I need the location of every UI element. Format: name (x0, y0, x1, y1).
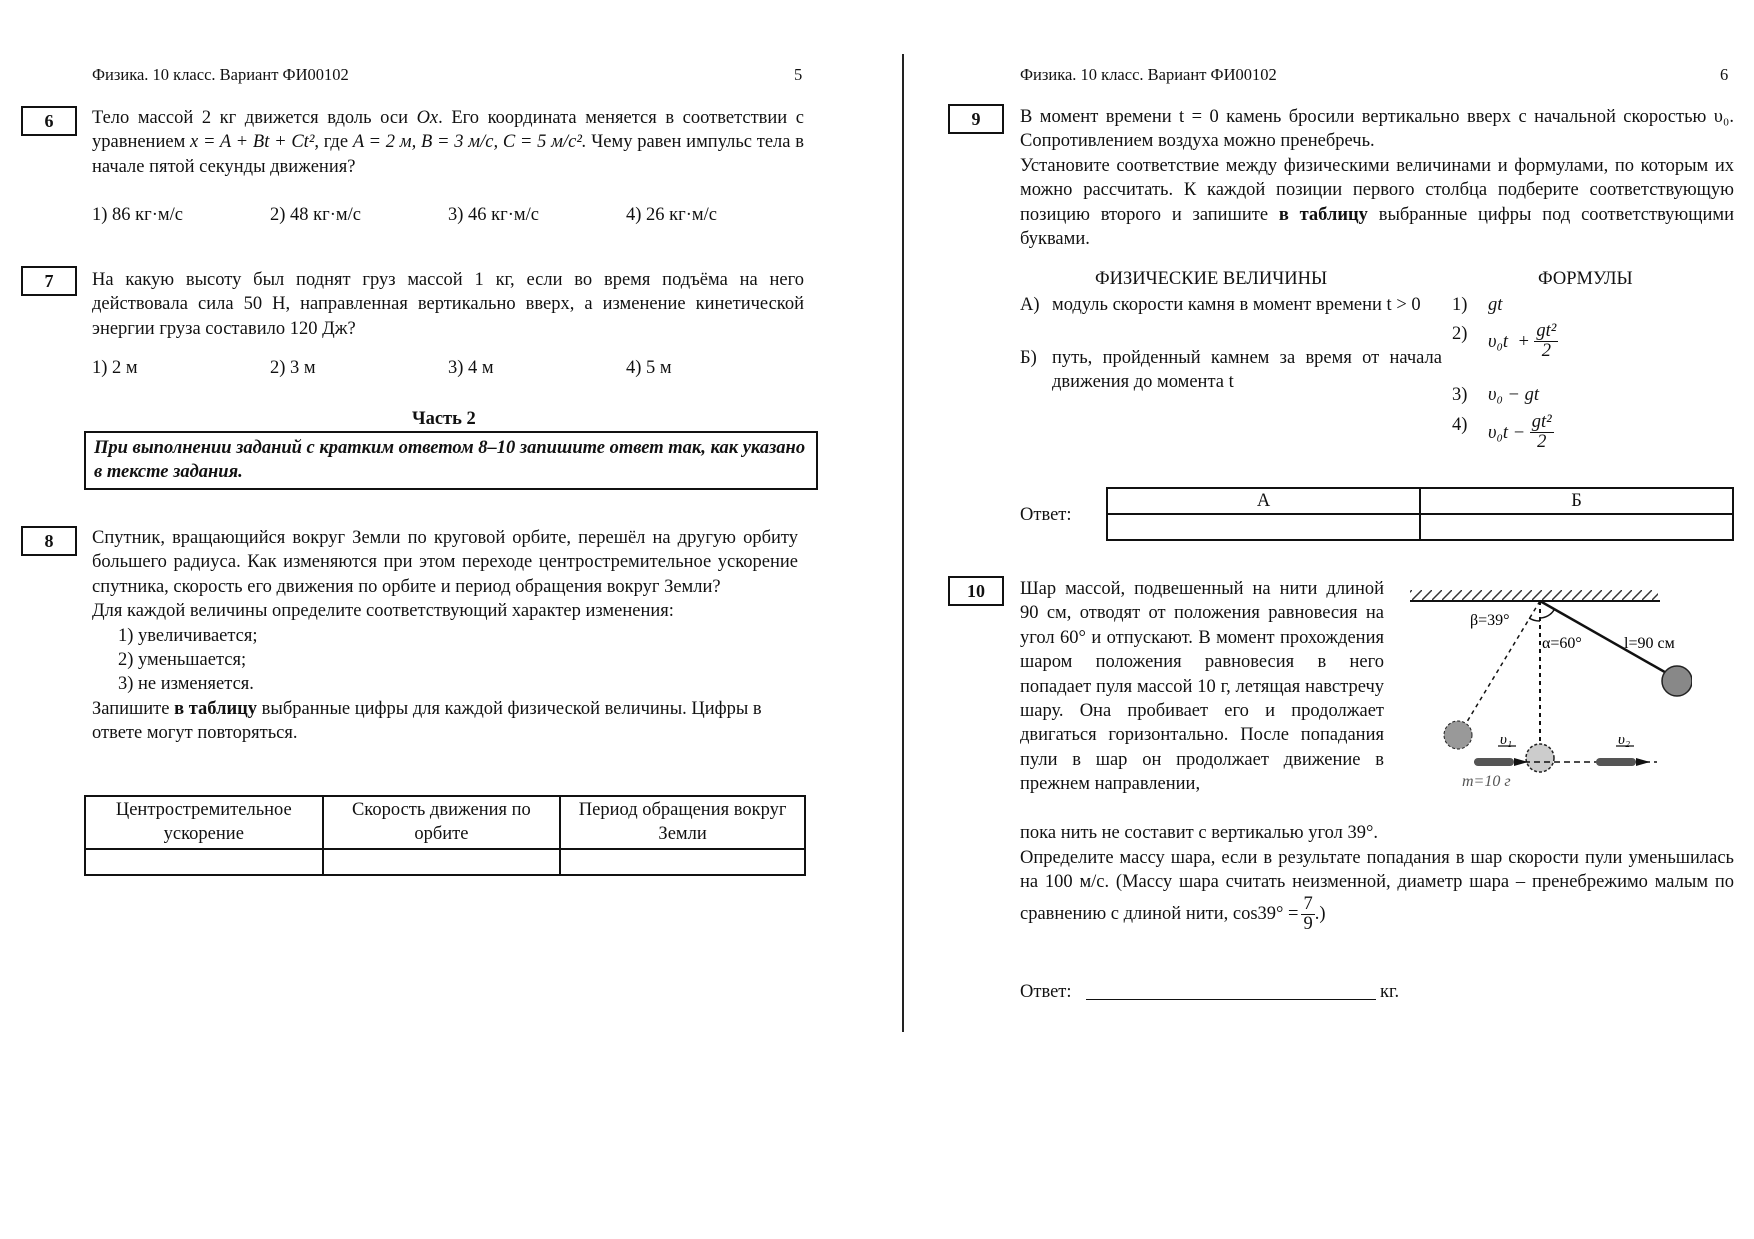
left-page-header: Физика. 10 класс. Вариант ФИ00102 (92, 65, 349, 84)
option: 1) 86 кг·м/с (92, 205, 183, 225)
option: 3) 46 кг·м/с (448, 205, 539, 225)
table-header: Период обращения вокруг Земли (560, 796, 805, 849)
part-2-title: Часть 2 (412, 409, 476, 429)
option: 4) 26 кг·м/с (626, 205, 717, 225)
table-header: Центростремительное ускорение (85, 796, 323, 849)
angle-arc-beta (1529, 618, 1540, 621)
question-10-answer-unit: кг. (1380, 982, 1400, 1002)
axis-label: Ox (416, 108, 439, 128)
choice: 3) не изменяется. (118, 674, 254, 695)
option: 2) 3 м (270, 358, 316, 378)
question-9-number: 9 (948, 104, 1004, 134)
right-page-header: Физика. 10 класс. Вариант ФИ00102 (1020, 65, 1277, 84)
equation: x = A + Bt + Ct² (190, 132, 315, 153)
length-label: l=90 см (1624, 635, 1675, 652)
question-7-options (92, 356, 804, 380)
bullet-after (1596, 758, 1636, 766)
question-6-text: Тело массой 2 кг движется вдоль оси Ox. Его координата меняется в соответствии с уравнением x = A + Bt + Ct², где A = 2 м, B = 3 м/с, C = 5 м/с². Чему равен импульс тела в начале пятой секунды движения? (92, 108, 804, 177)
question-10-answer-line[interactable] (1086, 999, 1376, 1000)
ball-start (1662, 666, 1692, 696)
question-9-answer-label: Ответ: (1020, 505, 1072, 525)
bullet-mass-label: m=10 г (1462, 773, 1511, 790)
question-6-options (92, 203, 804, 227)
choice: 2) уменьшается; (118, 650, 247, 671)
bullet-before (1474, 758, 1514, 766)
answer-cell[interactable] (1420, 514, 1733, 540)
angle-arc-alpha (1540, 610, 1554, 618)
option: 2) 48 кг·м/с (270, 205, 361, 225)
table-header: Б (1420, 488, 1733, 514)
option: 4) 5 м (626, 358, 672, 378)
ceiling-hatch (1410, 590, 1658, 600)
page-divider (902, 54, 904, 1032)
bullet-after-arrow (1636, 758, 1650, 766)
physical-quantities-title: ФИЗИЧЕСКИЕ ВЕЛИЧИНЫ (1095, 269, 1328, 289)
right-page-number: 6 (1720, 65, 1729, 84)
choice: 1) увеличивается; (118, 625, 258, 646)
ball-equilibrium (1526, 744, 1554, 772)
question-6-number: 6 (21, 106, 77, 136)
question-8-instruction: Для каждой величины определите соответствующий характер изменения: (92, 601, 674, 622)
question-8-text: Спутник, вращающийся вокруг Земли по круговой орбите, перешёл на другую орбиту большего радиуса. Как изменяются при этом переходе центростремительное ускорение спутника, скорость его движения по орбите и период обращения вокруг Земли? (92, 528, 798, 597)
formula-2: 2) υ₀t + $\frac{\text{gt²}}{2}$ (1452, 321, 1557, 362)
ball-final (1444, 721, 1472, 749)
question-7-number: 7 (21, 266, 77, 296)
question-8-body (92, 526, 798, 746)
v1-label: υ₁ (1500, 732, 1513, 748)
question-9-answer-table (1106, 487, 1734, 541)
formula-3: 3) υ₀ − gt (1452, 385, 1540, 405)
answer-cell[interactable] (323, 849, 561, 875)
question-10-answer-label: Ответ: (1020, 982, 1072, 1002)
option: 1) 2 м (92, 358, 138, 378)
question-10-task: Определите массу шара, если в результате попадания в шар скорости пули уменьшилась на 100 м/с. (Массу шара считать неизменной, диаметр шара – пренебрежимо малым по сравнению с длиной нити, cos39° = $\frac{7}{9}$ .) (1020, 848, 1734, 935)
part-2-instruction: При выполнении заданий с кратким ответом 8–10 запишите ответ так, как указано в тексте задания. (94, 438, 806, 483)
question-8-answer-table (84, 795, 806, 876)
question-8-number: 8 (21, 526, 77, 556)
formulas-title: ФОРМУЛЫ (1538, 269, 1633, 289)
question-10-number: 10 (948, 576, 1004, 606)
table-header: Скорость движения по орбите (323, 796, 561, 849)
question-8-write-instruction: Запишите в таблицу выбранные цифры для каждой физической величины. Цифры в ответе могут повторяться. (92, 698, 762, 744)
parameters: A = 2 м, B = 3 м/с, C = 5 м/с². (352, 132, 587, 153)
pendulum-figure (1392, 580, 1692, 800)
alpha-label: α=60° (1542, 635, 1582, 652)
option: 3) 4 м (448, 358, 494, 378)
answer-cell[interactable] (560, 849, 805, 875)
formula-1: 1) gt (1452, 295, 1503, 315)
answer-cell[interactable] (1107, 514, 1420, 540)
quantity-b: Б) путь, пройденный камнем за время от начала движения до момента t (1020, 348, 1442, 393)
part-2-instruction-box (84, 431, 818, 490)
question-9-text: В момент времени t = 0 камень бросили вертикально вверх с начальной скоростью υ₀. Сопротивлением воздуха можно пренебречь. Установите соответствие между физическими величинами и формулами, по которым их можно рассчитать. К каждой позиции первого столбца подберите соответствующую позицию второго и запишите в таблицу выбранные цифры под соответствующими буквами. (1020, 107, 1735, 250)
left-page-number: 5 (794, 65, 803, 84)
formula-4: 4) υ₀t − $\frac{\text{gt²}}{2}$ (1452, 412, 1552, 453)
v2-label: υ₂ (1618, 732, 1631, 748)
question-10-wrap-text: Шар массой, подвешенный на нити длиной 90 см, отводят от положения равновесия на угол 60° и отпускают. В момент прохождения шаром положения равновесия в него попадает пуля массой 10 г, летящая навстречу шару. Она пробивает его и продолжает двигаться горизонтально. После попадания пули в шар он продолжает движение в прежнем направлении, (1020, 579, 1384, 795)
quantity-a: А) модуль скорости камня в момент времени t > 0 (1020, 295, 1421, 315)
answer-cell[interactable] (85, 849, 323, 875)
table-header: А (1107, 488, 1420, 514)
question-7-text: На какую высоту был поднят груз массой 1 кг, если во время подъёма на него действовала сила 50 Н, направленная вертикально вверх, а изменение кинетической энергии груза составило 120 Дж? (92, 270, 804, 339)
question-10-text-cont: пока нить не составит с вертикалью угол 39°. (1020, 823, 1379, 843)
beta-label: β=39° (1470, 612, 1510, 629)
